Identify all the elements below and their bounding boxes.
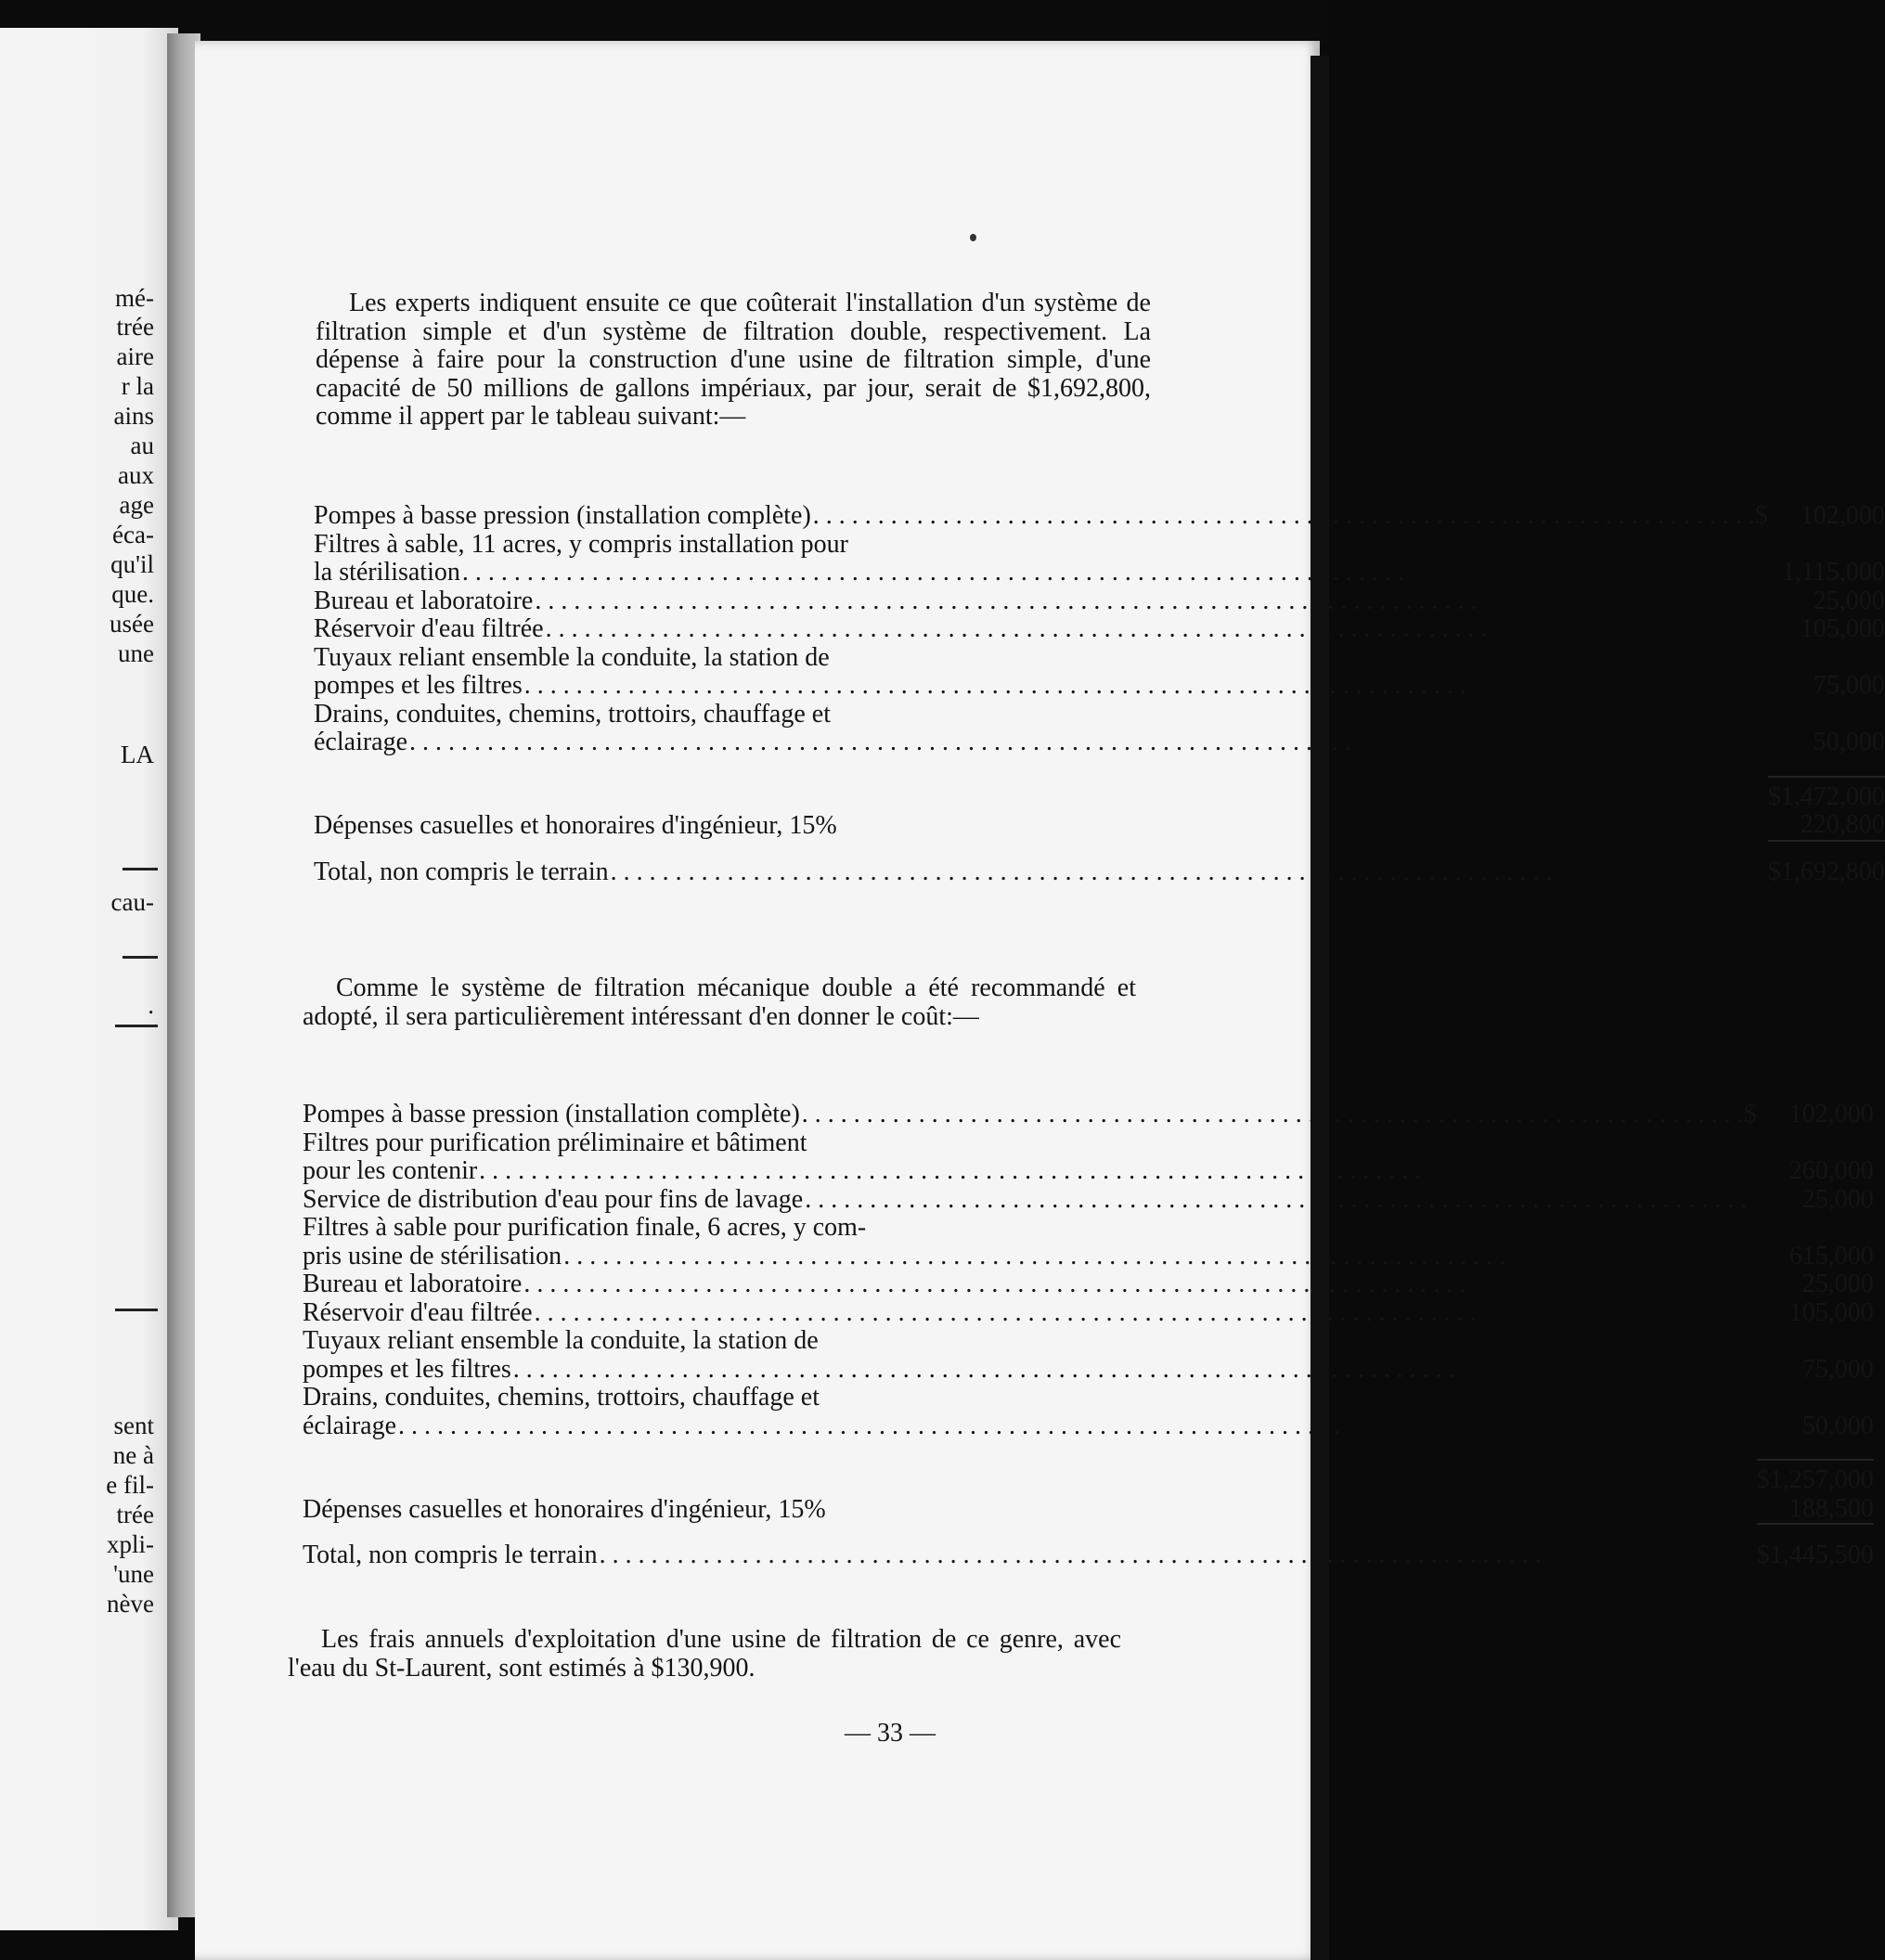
intro-block xyxy=(316,290,1151,432)
row-label-continued: la stérilisation xyxy=(314,558,460,587)
contingency-amount: 188,500 xyxy=(1788,1493,1874,1523)
row-label-continued: pompes et les filtres xyxy=(314,671,523,700)
row-amount: 1,115,000 xyxy=(1781,558,1885,587)
contingency-row xyxy=(314,811,1885,841)
dot-leaders xyxy=(611,858,1768,887)
subtotal-amount: $1,472,000 xyxy=(1768,777,1885,812)
left-fragment: nève xyxy=(107,1590,154,1618)
left-fragment: aux xyxy=(118,461,154,489)
table-row xyxy=(314,644,1885,673)
row-amount: 50,000 xyxy=(1801,1411,1874,1440)
row-amount: 75,000 xyxy=(1813,671,1885,700)
dot-leaders xyxy=(462,559,1768,587)
row-amount: 50,000 xyxy=(1813,728,1885,756)
middle-block xyxy=(303,974,1136,1031)
table-row xyxy=(314,531,1885,560)
table-row xyxy=(314,502,1885,531)
left-fragment: trée xyxy=(116,1501,154,1528)
table-row xyxy=(314,559,1885,587)
row-amount: 260,000 xyxy=(1788,1156,1874,1185)
page-number: — 33 — xyxy=(845,1719,936,1747)
currency-sign: $ xyxy=(1743,1100,1757,1128)
left-fragment: aire xyxy=(116,342,154,370)
dot-leaders xyxy=(513,1356,1757,1385)
left-fragment: . xyxy=(148,991,154,1019)
table-row xyxy=(314,729,1885,757)
left-rule xyxy=(115,1025,158,1027)
row-label-continued: pour les contenir xyxy=(303,1156,478,1185)
subtotal-amount: $1,257,000 xyxy=(1757,1460,1874,1495)
row-label: Réservoir d'eau filtrée xyxy=(314,614,544,643)
row-amount: 102,000 xyxy=(1800,501,1885,530)
dot-leaders xyxy=(535,1299,1757,1328)
subtotal-row xyxy=(314,777,1885,812)
left-fragment: trée xyxy=(116,313,154,341)
left-fragment: age xyxy=(119,491,154,519)
row-amount: 25,000 xyxy=(1801,1184,1874,1214)
dot-leaders xyxy=(524,672,1768,701)
row-label: Tuyaux reliant ensemble la conduite, la station de xyxy=(314,642,830,672)
left-fragment: mé- xyxy=(115,284,154,312)
left-rule xyxy=(115,1309,158,1311)
left-fragment: e fil- xyxy=(106,1471,154,1499)
left-fragment: éca- xyxy=(112,521,154,548)
ink-dot xyxy=(970,234,976,241)
row-label-continued: pompes et les filtres xyxy=(303,1354,511,1384)
intro-paragraph: Les experts indiquent ensuite ce que coûterait l'installation d'un système de filtration simple et d'un système de filtration double, respectivement. La dépense à faire pour la construction d'une usine de filtration simple, d'une capacité de 50 millions de gallons impériaux, par jour, serait de $1,692,800, comme il appert par le tableau suivant:— xyxy=(316,289,1151,431)
row-label: Réservoir d'eau filtrée xyxy=(303,1297,533,1327)
row-amount: 25,000 xyxy=(1813,586,1885,615)
left-fragment: qu'il xyxy=(110,550,154,578)
total-amount: $1,692,800 xyxy=(1768,841,1885,887)
row-label: Bureau et laboratoire xyxy=(303,1270,523,1298)
left-fragment: ains xyxy=(113,402,154,430)
table-row xyxy=(314,587,1885,616)
row-amount: 75,000 xyxy=(1801,1354,1874,1384)
table-row xyxy=(303,1129,1874,1158)
contingency-amount: 220,800 xyxy=(1800,810,1885,839)
table-row xyxy=(303,1299,1874,1328)
row-label: Tuyaux reliant ensemble la conduite, la station de xyxy=(303,1326,819,1355)
left-fragment: au xyxy=(130,432,154,459)
left-fragment: usée xyxy=(110,610,154,638)
left-fragment: r la xyxy=(121,372,154,400)
table-row xyxy=(314,701,1885,729)
left-fragment: sent xyxy=(113,1412,154,1439)
table-row xyxy=(303,1101,1874,1129)
dot-leaders xyxy=(813,502,1755,531)
contingency-label: Dépenses casuelles et honoraires d'ingénieur, 15% xyxy=(303,1494,826,1524)
table-row xyxy=(303,1214,1874,1243)
dot-leaders xyxy=(398,1412,1757,1441)
contingency-row xyxy=(303,1495,1874,1525)
table-row xyxy=(314,672,1885,701)
row-label: Filtres à sable pour purification finale, 6 acres, y com- xyxy=(303,1213,867,1242)
row-amount: 105,000 xyxy=(1800,614,1885,643)
total-amount: $1,445,500 xyxy=(1757,1524,1874,1570)
final-block xyxy=(288,1626,1121,1683)
row-amount: 105,000 xyxy=(1788,1297,1874,1327)
total-row xyxy=(314,841,1885,887)
total-label: Total, non compris le terrain xyxy=(303,1541,598,1569)
row-label: Pompes à basse pression (installation complète) xyxy=(303,1100,800,1128)
dot-leaders xyxy=(802,1101,1744,1129)
total-row xyxy=(303,1524,1874,1570)
row-label-continued: éclairage xyxy=(303,1411,397,1440)
contingency-label: Dépenses casuelles et honoraires d'ingénieur, 15% xyxy=(314,811,837,840)
table-row xyxy=(303,1356,1874,1385)
cost-table-double xyxy=(303,1100,1874,1570)
scan-border-right xyxy=(1310,56,1329,1960)
left-fragment: cau- xyxy=(110,888,154,916)
row-label: Drains, conduites, chemins, trottoirs, chauffage et xyxy=(303,1383,820,1412)
row-amount: 615,000 xyxy=(1788,1241,1874,1270)
previous-page-fragment xyxy=(0,28,178,1930)
dot-leaders xyxy=(546,615,1768,644)
row-label: Drains, conduites, chemins, trottoirs, chauffage et xyxy=(314,699,831,729)
cost-table-simple xyxy=(314,501,1885,886)
row-label-continued: éclairage xyxy=(314,728,408,756)
dot-leaders xyxy=(563,1243,1757,1271)
left-fragment: ne à xyxy=(112,1441,154,1469)
table-row xyxy=(303,1384,1874,1412)
row-amount: 25,000 xyxy=(1801,1270,1874,1298)
currency-sign: $ xyxy=(1754,501,1768,530)
middle-paragraph: Comme le système de filtration mécanique double a été recommandé et adopté, il sera particulièrement intéressant d'en donner le coût:— xyxy=(303,974,1136,1031)
table-row xyxy=(303,1243,1874,1271)
left-fragment: 'une xyxy=(113,1560,154,1588)
row-label: Bureau et laboratoire xyxy=(314,586,534,615)
dot-leaders xyxy=(523,1270,1756,1299)
row-amount: 102,000 xyxy=(1788,1100,1874,1128)
table-row xyxy=(314,615,1885,644)
dot-leaders xyxy=(409,729,1768,757)
subtotal-row xyxy=(303,1460,1874,1495)
table-row xyxy=(303,1186,1874,1215)
row-label: Filtres pour purification préliminaire et bâtiment xyxy=(303,1128,807,1157)
dot-leaders xyxy=(600,1541,1757,1570)
left-fragment: une xyxy=(118,639,154,667)
table-row xyxy=(303,1412,1874,1441)
left-rule xyxy=(123,956,158,959)
dot-leaders xyxy=(479,1157,1757,1186)
left-fragment: que. xyxy=(111,580,154,608)
left-fragment: LA xyxy=(121,741,154,768)
table-row xyxy=(303,1270,1874,1299)
dot-leaders xyxy=(535,587,1767,616)
row-label: Service de distribution d'eau pour fins de lavage xyxy=(303,1184,804,1214)
row-label-continued: pris usine de stérilisation xyxy=(303,1241,562,1270)
table-row xyxy=(303,1157,1874,1186)
final-paragraph: Les frais annuels d'exploitation d'une usine de filtration de ce genre, avec l'eau du St-Laurent, sont estimés à $130,900. xyxy=(288,1625,1121,1683)
left-fragment: xpli- xyxy=(107,1530,154,1558)
dot-leaders xyxy=(805,1186,1757,1215)
left-rule xyxy=(123,868,158,870)
page xyxy=(195,41,1885,1960)
row-label: Filtres à sable, 11 acres, y compris installation pour xyxy=(314,529,848,559)
total-label: Total, non compris le terrain xyxy=(314,857,609,886)
table-row xyxy=(303,1327,1874,1356)
row-label: Pompes à basse pression (installation complète) xyxy=(314,501,811,530)
